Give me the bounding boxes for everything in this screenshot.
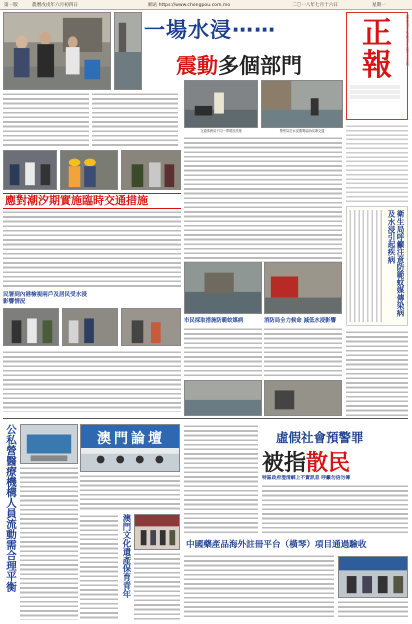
photo-meeting-1 bbox=[3, 150, 57, 190]
photo-hospital bbox=[20, 424, 78, 464]
photo-civil-2 bbox=[62, 308, 118, 346]
photo-bottom-mid-2 bbox=[264, 380, 342, 416]
right-column-body bbox=[346, 330, 408, 416]
lead-body-2 bbox=[92, 92, 178, 148]
section-fire-title: 消防局全力候命 減低水浸影響 bbox=[264, 318, 336, 324]
date: 二〇一八年七月十六日 bbox=[292, 3, 338, 8]
photo-civil-3 bbox=[121, 308, 181, 346]
section-health-title: 市民採取措施防範蚊媒病 bbox=[184, 318, 244, 324]
event-vertical-headline: 澳門文化遺產保育青年 bbox=[122, 514, 132, 598]
lead-headline-1: 一場水浸⋯⋯ bbox=[144, 18, 276, 42]
hospital-body bbox=[20, 466, 78, 620]
section-tide-body bbox=[3, 210, 181, 288]
section-fire-body bbox=[264, 327, 342, 379]
lead-body-center bbox=[184, 136, 342, 262]
ad-body bbox=[348, 210, 382, 322]
fake-subtitle: 特區政府澄清網上不實訊息 呼籲勿信勿傳 bbox=[262, 476, 351, 481]
photo-regulatory bbox=[338, 556, 408, 598]
website: 網站 https://www.chengpou.com.mo bbox=[148, 3, 231, 8]
photo-workers bbox=[60, 150, 118, 190]
left-vertical-headline: 公私營醫療機構人員流動需合理平衡 bbox=[5, 424, 17, 592]
masthead-slogan: 澳門特別行政區報刊社有限公司出版 bbox=[405, 14, 409, 66]
fake-title-2b: 散民 bbox=[306, 451, 351, 476]
lead-body-1 bbox=[3, 92, 89, 148]
fake-news-body-left bbox=[184, 424, 258, 536]
caption-2: 警察局於水浸期間協助疏導交通 bbox=[279, 129, 325, 133]
fake-title-2a: 被指 bbox=[262, 451, 307, 476]
weekday: 星期一 bbox=[372, 3, 386, 8]
lead-photo-officials bbox=[3, 12, 111, 90]
event-body-left bbox=[80, 514, 118, 620]
ad-title: 衛生局呼籲注意防範蚊媒傳染病及水浸引起疾病 bbox=[387, 210, 405, 317]
section-civil-title: 民署到內港檢視兩戶及居民受水浸影響情況 bbox=[3, 292, 87, 305]
photo-bottom-mid-1 bbox=[184, 380, 262, 416]
masthead-info bbox=[350, 84, 400, 100]
forum-banner: 澳門論壇 bbox=[97, 431, 165, 447]
fake-title-1: 虛假社會預警罪 bbox=[276, 430, 364, 445]
lead-headline-rest: 多個部門 bbox=[218, 54, 302, 78]
section-tide-title: 應對潮汐期實施臨時交通措施 bbox=[3, 193, 181, 209]
event-body-right bbox=[134, 552, 180, 620]
top-bar bbox=[0, 0, 412, 10]
lunar-date: 農曆戊戌年六月初四日 bbox=[32, 3, 78, 8]
caption-1: 交通事務局不同一帶增設設施 bbox=[200, 129, 242, 133]
photo-civil-1 bbox=[3, 308, 59, 346]
fake-news-body bbox=[262, 484, 408, 536]
photo-event bbox=[134, 514, 180, 550]
fake-title-2 bbox=[262, 446, 350, 477]
photo-fire-dept bbox=[264, 262, 342, 314]
masthead-logo: 正報 bbox=[362, 16, 392, 83]
section-civil-body bbox=[3, 350, 181, 412]
section-health-body bbox=[184, 327, 262, 379]
page-number: 第一版 bbox=[4, 3, 18, 8]
reg-title: 中國藥產品海外註冊平台（橫琴）項目通過驗收 bbox=[186, 540, 367, 550]
lead-photo-street bbox=[114, 12, 142, 90]
photo-flooded-street bbox=[261, 80, 343, 128]
spacer bbox=[184, 300, 185, 301]
lead-headline-red: 震動 bbox=[176, 54, 218, 78]
photo-flood-road bbox=[184, 262, 262, 314]
reg-body bbox=[184, 554, 334, 620]
lead-headline-2 bbox=[176, 50, 302, 80]
forum-body bbox=[80, 474, 180, 512]
photo-traffic-police bbox=[184, 80, 258, 128]
masthead-contacts bbox=[346, 124, 408, 204]
photo-inspection bbox=[121, 150, 181, 190]
divider bbox=[3, 418, 408, 419]
reg-body-right bbox=[338, 600, 408, 620]
